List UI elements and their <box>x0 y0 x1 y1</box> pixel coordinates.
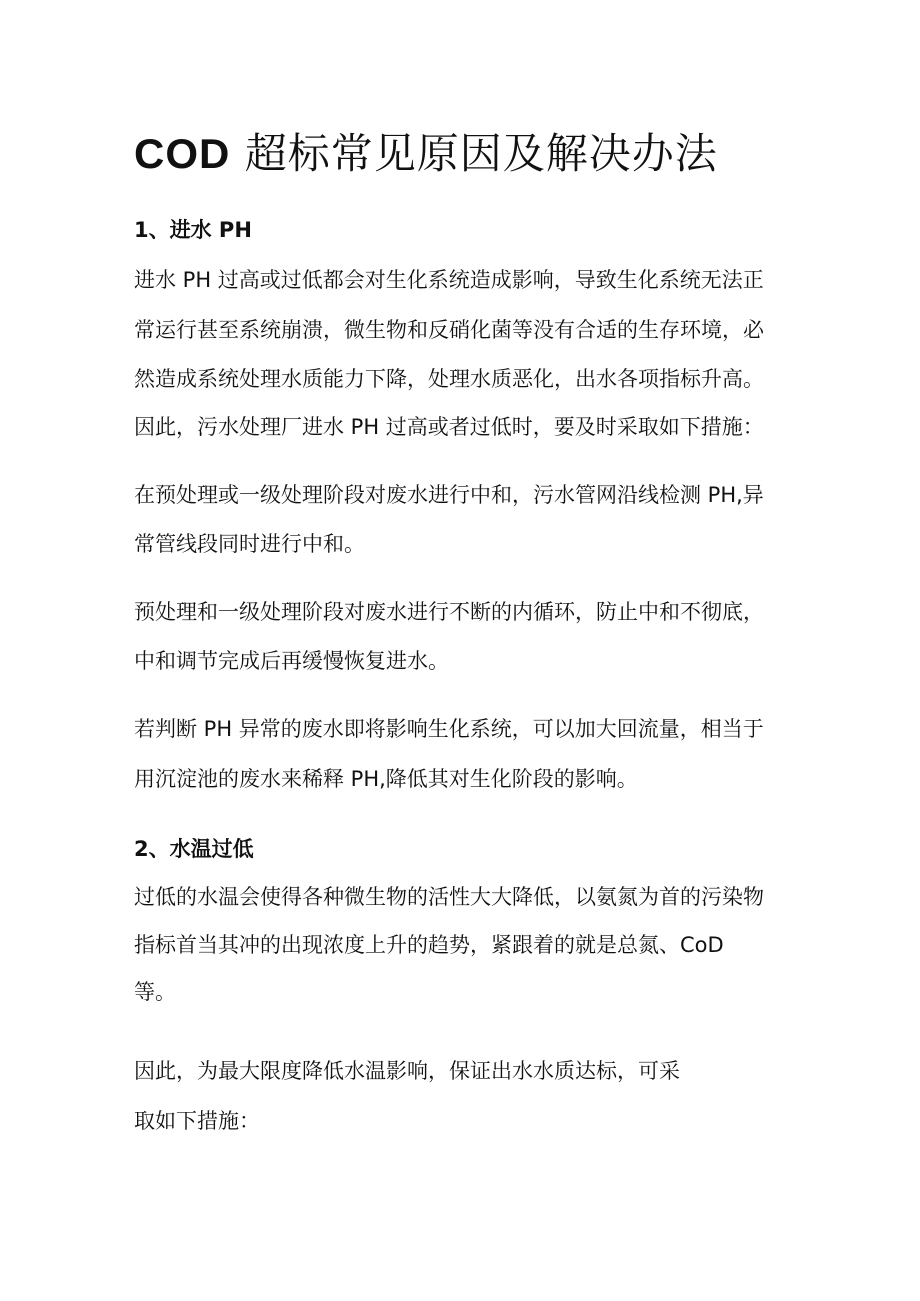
section-heading: 1、进水 PH <box>134 218 252 242</box>
paragraph-line: 中和调节完成后再缓慢恢复进水。 <box>134 649 449 673</box>
paragraph-line: 因此，污水处理厂进水 PH 过高或者过低时，要及时采取如下措施： <box>134 415 764 439</box>
title-rest: 超标常见原因及解决办法 <box>244 129 718 178</box>
paragraph-line: 指标首当其冲的出现浓度上升的趋势，紧跟着的就是总氮、CoD <box>134 933 724 957</box>
title-prefix: COD <box>134 130 231 177</box>
paragraph-line: 等。 <box>134 980 176 1004</box>
paragraph-line: 过低的水温会使得各种微生物的活性大大降低，以氨氮为首的污染物 <box>134 885 764 909</box>
document-title <box>134 126 718 182</box>
paragraph-line: 常管线段同时进行中和。 <box>134 532 365 556</box>
paragraph-line: 进水 PH 过高或过低都会对生化系统造成影响，导致生化系统无法正 <box>134 268 764 292</box>
paragraph-line: 在预处理或一级处理阶段对废水进行中和，污水管网沿线检测 PH,异 <box>134 483 764 507</box>
paragraph-line: 然造成系统处理水质能力下降，处理水质恶化，出水各项指标升高。 <box>134 367 764 391</box>
paragraph-line: 预处理和一级处理阶段对废水进行不断的内循环，防止中和不彻底， <box>134 600 764 624</box>
paragraph-line: 常运行甚至系统崩溃，微生物和反硝化菌等没有合适的生存环境，必 <box>134 318 764 342</box>
paragraph-line: 取如下措施： <box>134 1109 260 1133</box>
paragraph-line: 用沉淀池的废水来稀释 PH,降低其对生化阶段的影响。 <box>134 767 638 791</box>
section-heading: 2、水温过低 <box>134 837 254 861</box>
paragraph-line: 若判断 PH 异常的废水即将影响生化系统，可以加大回流量，相当于 <box>134 717 764 741</box>
paragraph-line: 因此，为最大限度降低水温影响，保证出水水质达标，可采 <box>134 1059 680 1083</box>
